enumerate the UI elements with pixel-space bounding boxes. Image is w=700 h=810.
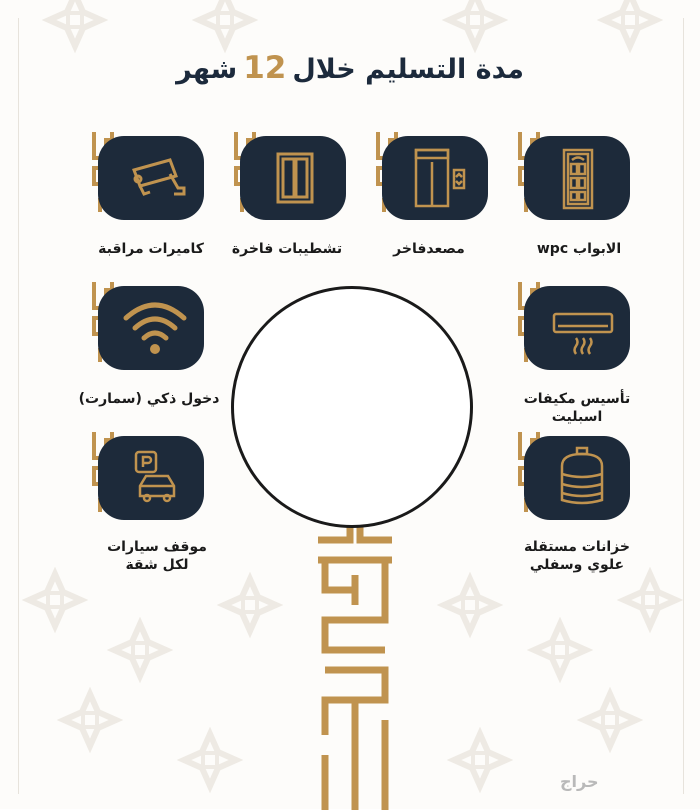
watermark: حراج (560, 772, 599, 791)
water-tank-icon (524, 436, 630, 520)
feature-label-smart: دخول ذكي (سمارت) (78, 391, 220, 407)
feature-card-elevator (382, 136, 488, 220)
feature-card-cameras (98, 136, 204, 220)
cctv-camera-icon (98, 136, 204, 220)
title-text-before: مدة التسليم خلال (292, 54, 524, 85)
wifi-icon (98, 286, 204, 370)
window-frame-icon (240, 136, 346, 220)
page-title (0, 50, 700, 86)
feature-label-finishing: تشطيبات فاخرة (231, 241, 343, 257)
gold-monogram-icon (300, 520, 410, 810)
split-ac-icon (524, 286, 630, 370)
feature-label-tanks: خزانات مستقلة علوي وسفلي (524, 539, 630, 573)
center-image-circle (231, 286, 473, 528)
elevator-icon (382, 136, 488, 220)
title-text-after: شهر (176, 54, 238, 85)
feature-card-finishing (240, 136, 346, 220)
title-number: 12 (243, 50, 287, 86)
feature-card-doors (524, 136, 630, 220)
feature-card-parking (98, 436, 204, 520)
feature-card-tanks (524, 436, 630, 520)
parking-car-icon (98, 436, 204, 520)
feature-label-parking: موقف سيارات لكل شقة (107, 539, 207, 573)
feature-label-ac: تأسيس مكيفات اسبليت (523, 391, 631, 425)
feature-card-smart (98, 286, 204, 370)
feature-card-ac (524, 286, 630, 370)
feature-label-doors: الابواب wpc (536, 241, 622, 257)
feature-label-cameras: كاميرات مراقبة (98, 241, 204, 257)
feature-label-elevator: مصعدفاخر (393, 241, 465, 257)
door-icon (524, 136, 630, 220)
